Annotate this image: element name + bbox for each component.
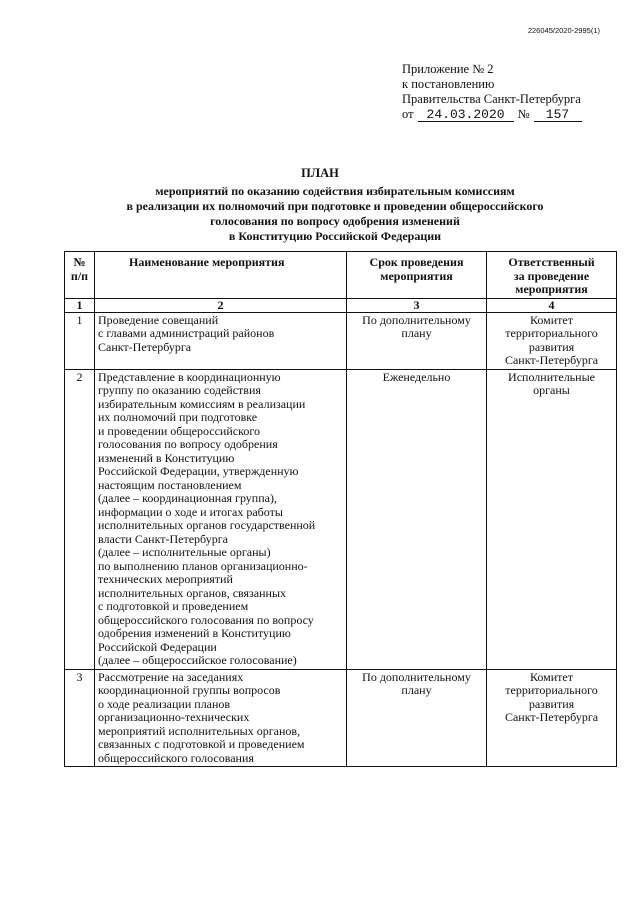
event-name-line: их полномочий при подготовке xyxy=(98,410,258,424)
event-responsible-line: Комитет xyxy=(529,312,573,327)
resolution-date: 24.03.2020 xyxy=(418,108,514,122)
event-name-line: Санкт-Петербурга xyxy=(98,339,192,354)
event-responsible-line: развития xyxy=(528,696,575,711)
event-name-line: исполнительных органов государственной xyxy=(98,518,316,532)
event-responsible-line: развития xyxy=(528,339,575,354)
event-name-line: Рассмотрение на заседаниях xyxy=(98,669,244,684)
subtitle-line: в Конституцию Российской Федерации xyxy=(228,229,442,243)
event-name-line: Представление в координационную xyxy=(98,369,281,384)
event-name-line: группу по оказанию содействия xyxy=(98,383,261,397)
table-row xyxy=(65,669,617,767)
event-responsible xyxy=(487,369,617,669)
event-term-line: По дополнительному xyxy=(362,312,471,327)
event-name-line: организационно-технических xyxy=(98,710,250,724)
plan-rows xyxy=(65,312,617,767)
event-name-line: информации о ходе и итогах работы xyxy=(98,504,283,519)
event-responsible-line: Комитет xyxy=(529,669,573,684)
column-index: 3 xyxy=(347,298,487,312)
event-name-line: одобрения изменений в Конституцию xyxy=(98,626,291,640)
header-term: Срок проведения мероприятия xyxy=(347,252,487,299)
event-name-line: общероссийского голосования xyxy=(98,750,254,765)
header-name: Наименование мероприятия xyxy=(95,252,347,299)
from-label: от xyxy=(402,107,414,121)
subtitle-line: в реализации их полномочий при подготовке и проведении общероссийского xyxy=(126,199,544,213)
event-name xyxy=(95,312,347,369)
document-number: 226045/2020-2995(1) xyxy=(527,26,600,35)
event-name-line: по выполнению планов организационно- xyxy=(98,558,308,573)
event-term-line: плану xyxy=(401,683,432,697)
plan-subtitle xyxy=(90,184,580,244)
table-row xyxy=(65,369,617,669)
resolution-number: 157 xyxy=(534,108,582,122)
event-name-line: координационной группы вопросов xyxy=(98,683,281,697)
event-term-line: плану xyxy=(401,326,432,340)
event-responsible xyxy=(487,669,617,767)
event-name-line: и проведении общероссийского xyxy=(98,423,260,438)
event-term xyxy=(347,669,487,767)
row-number: 3 xyxy=(65,669,95,767)
event-term xyxy=(347,369,487,669)
event-responsible xyxy=(487,312,617,369)
column-index-row xyxy=(65,298,617,312)
event-name-line: Российской Федерации xyxy=(98,639,217,654)
number-label: № xyxy=(517,107,530,121)
event-name-line: голосования по вопросу одобрения xyxy=(98,437,278,451)
event-name-line: с главами администраций районов xyxy=(98,326,275,340)
event-responsible-line: органы xyxy=(533,383,570,397)
table-header-row xyxy=(65,252,617,299)
plan-table xyxy=(64,251,617,767)
event-responsible-line: территориального xyxy=(505,683,598,697)
appendix-block xyxy=(402,62,582,122)
event-name-line: мероприятий исполнительных органов, xyxy=(98,723,301,738)
event-term-line: Еженедельно xyxy=(382,369,451,384)
event-name xyxy=(95,669,347,767)
subtitle-line: голосования по вопросу одобрения изменений xyxy=(210,214,460,228)
column-index: 2 xyxy=(95,298,347,312)
event-name-line: изменений в Конституцию xyxy=(98,450,235,465)
event-name-line: настоящим постановлением xyxy=(98,477,242,492)
event-name-line: избирательным комиссиям в реализации xyxy=(98,396,306,411)
event-name-line: (далее – общероссийское голосование) xyxy=(98,653,297,667)
table-row xyxy=(65,312,617,369)
event-term xyxy=(347,312,487,369)
event-name-line: общероссийского голосования по вопросу xyxy=(98,612,314,627)
row-number: 2 xyxy=(65,369,95,669)
event-name-line: Проведение совещаний xyxy=(98,312,219,327)
event-name-line: Российской Федерации, утвержденную xyxy=(98,464,299,478)
subtitle-line: мероприятий по оказанию содействия избирательным комиссиям xyxy=(155,184,515,198)
event-name-line: (далее – координационная группа), xyxy=(98,491,277,505)
column-index: 4 xyxy=(487,298,617,312)
event-responsible-line: Исполнительные xyxy=(508,369,595,384)
event-name-line: (далее – исполнительные органы) xyxy=(98,545,271,559)
appendix-line-2: к постановлению xyxy=(402,77,495,91)
header-responsible: Ответственный за проведение мероприятия xyxy=(487,252,617,299)
event-responsible-line: Санкт-Петербурга xyxy=(504,710,599,724)
event-name-line: технических мероприятий xyxy=(98,572,233,586)
event-name-line: исполнительных органов, связанных xyxy=(98,585,287,600)
event-term-line: По дополнительному xyxy=(362,669,471,684)
event-name-line: власти Санкт-Петербурга xyxy=(98,531,228,546)
event-name-line: с подготовкой и проведением xyxy=(98,599,249,613)
appendix-line-3: Правительства Санкт-Петербурга xyxy=(402,92,581,106)
row-number: 1 xyxy=(65,312,95,369)
appendix-line-1: Приложение № 2 xyxy=(402,62,494,76)
event-responsible-line: территориального xyxy=(505,326,598,340)
plan-title: ПЛАН xyxy=(301,166,339,180)
event-name-line: связанных с подготовкой и проведением xyxy=(98,737,305,751)
event-name-line: о ходе реализации планов xyxy=(98,696,231,711)
event-responsible-line: Санкт-Петербурга xyxy=(504,353,599,367)
header-num: № п/п xyxy=(65,252,95,299)
appendix-date-line xyxy=(402,107,582,122)
event-name xyxy=(95,369,347,669)
column-index: 1 xyxy=(65,298,95,312)
